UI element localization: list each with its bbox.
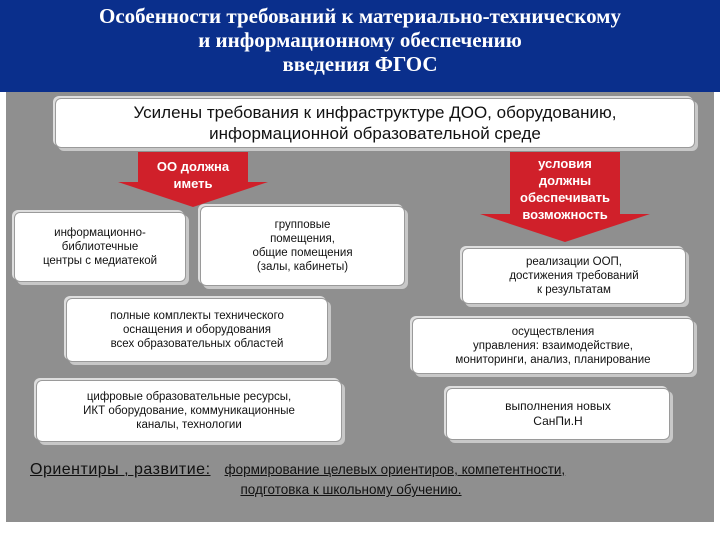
- management-line-1: осуществления: [511, 326, 595, 338]
- left-arrow: [118, 152, 268, 207]
- library-line-2: библиотечные: [61, 241, 139, 253]
- rooms-line-3: общие помещения: [252, 247, 353, 259]
- requirements-box: [55, 98, 695, 148]
- footer-label: Ориентиры , развитие:: [30, 461, 211, 478]
- digital-line-2: ИКТ оборудование, коммуникационные: [83, 405, 295, 417]
- rooms-line-4: (залы, кабинеты): [256, 261, 349, 273]
- left-arrow-line-2: иметь: [173, 176, 213, 191]
- digital-box: [36, 380, 342, 442]
- requirements-line-2: информационной образовательной среде: [209, 124, 541, 143]
- digital-line-3: каналы, технологии: [136, 419, 242, 431]
- right-arrow: [480, 152, 650, 242]
- requirements-line-1: Усилены требования к инфраструктуре ДОО, оборудованию,: [133, 103, 617, 122]
- title-line-2: и информационному обеспечению: [198, 28, 522, 52]
- oop-line-3: к результатам: [537, 284, 611, 296]
- equipment-line-3: всех образовательных областей: [110, 338, 284, 350]
- library-box: [14, 212, 186, 282]
- footer-text-1: формирование целевых ориентиров, компетентности,: [224, 462, 566, 477]
- slide-header: [0, 0, 720, 92]
- title-line-3: введения ФГОС: [282, 52, 438, 76]
- right-arrow-line-3: обеспечивать: [520, 190, 610, 205]
- footer-text-2: подготовка к школьному обучению.: [240, 482, 462, 497]
- sanpin-line-2: СанПи.Н: [533, 414, 583, 428]
- rooms-line-1: групповые: [274, 219, 331, 231]
- oop-line-1: реализации ООП,: [526, 256, 622, 268]
- library-line-3: центры с медиатекой: [42, 255, 158, 267]
- oop-line-2: достижения требований: [509, 270, 639, 282]
- equipment-line-2: оснащения и оборудования: [123, 324, 271, 336]
- rooms-box: [200, 206, 405, 286]
- management-line-2: управления: взаимодействие,: [473, 340, 633, 352]
- equipment-box: [66, 298, 328, 362]
- digital-line-1: цифровые образовательные ресурсы,: [86, 391, 292, 403]
- footer-line-1: [30, 460, 700, 480]
- oop-box: [462, 248, 686, 304]
- equipment-line-1: полные комплекты технического: [110, 310, 284, 322]
- right-arrow-line-2: должны: [538, 173, 592, 188]
- rooms-line-2: помещения,: [270, 233, 335, 245]
- title-line-1: Особенности требований к материально-техническому: [99, 4, 621, 28]
- management-box: [412, 318, 694, 374]
- footer-guidelines: [6, 460, 696, 510]
- sanpin-line-1: выполнения новых: [505, 399, 611, 413]
- sanpin-box: [446, 388, 670, 440]
- library-line-1: информационно-: [54, 227, 146, 239]
- left-arrow-line-1: ОО должна: [156, 159, 230, 174]
- right-arrow-line-1: условия: [538, 156, 592, 171]
- right-arrow-line-4: возможность: [522, 207, 608, 222]
- management-line-3: мониторинги, анализ, планирование: [455, 354, 651, 366]
